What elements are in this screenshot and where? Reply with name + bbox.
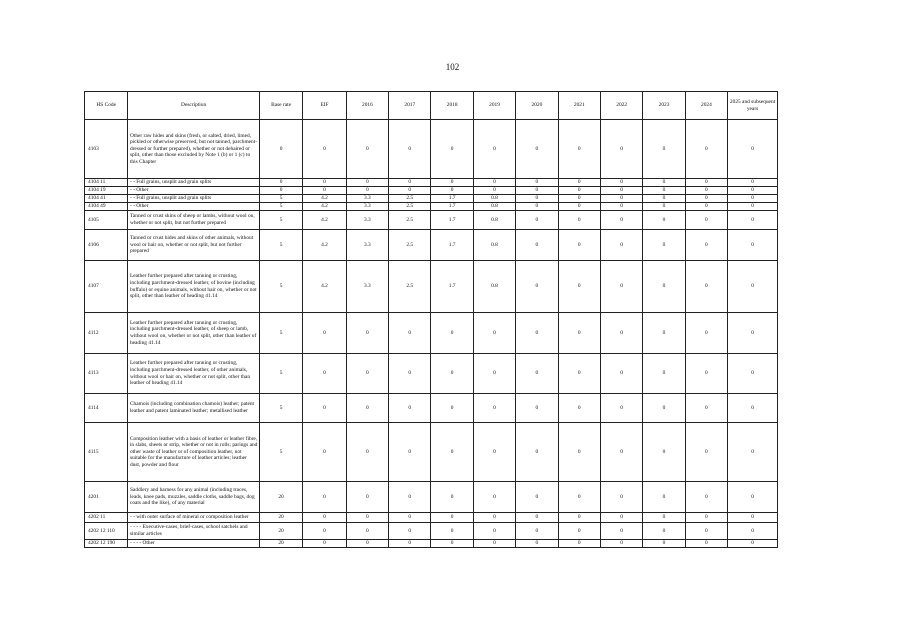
table-row [85,513,778,523]
rate-cell: 0 [728,482,778,513]
rate-cell: 0 [303,482,346,513]
table-row [85,394,778,423]
rate-cell: 0 [389,354,431,394]
rate-cell: 0 [558,179,600,187]
rate-cell: 4.2 [303,230,346,261]
rate-cell: 0 [600,261,642,313]
rate-cell: 0 [643,195,685,203]
rate-cell: 0 [431,313,473,354]
rate-cell: 0 [558,523,600,540]
rate-cell: 0 [600,513,642,523]
base-rate-cell: 5 [259,211,302,230]
rate-cell: 0 [600,120,642,179]
description-cell: Tanned or crust skins of sheep or lambs, without wool on, whether or not split, but not further prepared [128,211,259,230]
rate-cell: 0 [346,523,388,540]
rate-cell: 0 [473,540,515,548]
rate-cell: 0 [431,423,473,482]
rate-cell: 0 [389,513,431,523]
column-header: 2023 [643,92,685,120]
description-cell: - - with outer surface of mineral or composition leather [128,513,259,523]
rate-cell: 0 [389,313,431,354]
rate-cell: 0 [685,513,727,523]
rate-cell: 0 [728,120,778,179]
rate-cell: 0 [600,354,642,394]
rate-cell: 0 [303,120,346,179]
hs-code-cell: 4103 [85,120,128,179]
rate-cell: 0 [600,195,642,203]
rate-cell: 0 [431,120,473,179]
rate-cell: 0 [516,482,558,513]
rate-cell: 0 [643,354,685,394]
page-number: 102 [445,62,460,72]
description-cell: - - - - Executive-cases, brief-cases, school satchels and similar articles [128,523,259,540]
rate-cell: 0 [516,394,558,423]
rate-cell: 0 [346,513,388,523]
description-cell: - - Full grains, unsplit and grain splits [128,195,259,203]
rate-cell: 0 [389,179,431,187]
rate-cell: 0 [600,179,642,187]
rate-cell: 0 [516,211,558,230]
rate-cell: 0 [685,261,727,313]
rate-cell: 0 [685,482,727,513]
rate-cell: 0.8 [473,203,515,211]
rate-cell: 0 [558,423,600,482]
description-cell: - - Other [128,187,259,195]
rate-cell: 0 [389,423,431,482]
base-rate-cell: 0 [259,187,302,195]
rate-cell: 0 [431,540,473,548]
rate-cell: 0 [346,482,388,513]
hs-code-cell: 4104 19 [85,187,128,195]
rate-cell: 0 [643,120,685,179]
rate-cell: 4.2 [303,261,346,313]
rate-cell: 0 [303,394,346,423]
rate-cell: 0 [431,394,473,423]
rate-cell: 0 [600,187,642,195]
table-row [85,261,778,313]
rate-cell: 1.7 [431,230,473,261]
rate-cell: 3.3 [346,195,388,203]
description-cell: Saddlery and harness for any animal (including traces, leads, knee pads, muzzles, saddle cloths, saddle bags, dog coats and the like), of any material [128,482,259,513]
rate-cell: 0 [473,523,515,540]
rate-cell: 0 [728,523,778,540]
rate-cell: 0 [643,423,685,482]
rate-cell: 0 [431,513,473,523]
table-row [85,120,778,179]
hs-code-cell: 4113 [85,354,128,394]
hs-code-cell: 4104 41 [85,195,128,203]
rate-cell: 0 [728,513,778,523]
rate-cell: 0 [473,179,515,187]
rate-cell: 0 [728,203,778,211]
base-rate-cell: 0 [259,179,302,187]
rate-cell: 4.2 [303,203,346,211]
rate-cell: 0 [516,120,558,179]
tariff-schedule-table [84,91,778,548]
rate-cell: 0 [431,354,473,394]
table-row [85,187,778,195]
rate-cell: 0 [643,203,685,211]
base-rate-cell: 20 [259,482,302,513]
rate-cell: 0 [643,211,685,230]
description-cell: Chamois (including combination chamois) leather; patent leather and patent laminated leather; metallised leather [128,394,259,423]
table-row [85,482,778,513]
rate-cell: 0 [389,523,431,540]
rate-cell: 0 [431,179,473,187]
rate-cell: 0 [303,513,346,523]
rate-cell: 0 [516,195,558,203]
column-header: Description [128,92,259,120]
rate-cell: 0 [600,423,642,482]
rate-cell: 4.2 [303,195,346,203]
rate-cell: 0 [516,423,558,482]
hs-code-cell: 4104 11 [85,179,128,187]
rate-cell: 0.8 [473,261,515,313]
rate-cell: 3.3 [346,211,388,230]
rate-cell: 0 [600,394,642,423]
rate-cell: 0 [558,120,600,179]
table-row [85,313,778,354]
rate-cell: 0 [431,187,473,195]
rate-cell: 0 [728,540,778,548]
base-rate-cell: 5 [259,313,302,354]
rate-cell: 0 [558,540,600,548]
rate-cell: 0 [389,394,431,423]
rate-cell: 0 [558,211,600,230]
rate-cell: 0 [346,354,388,394]
rate-cell: 0.8 [473,195,515,203]
rate-cell: 0 [303,187,346,195]
rate-cell: 0 [558,513,600,523]
rate-cell: 0 [643,187,685,195]
rate-cell: 0 [516,179,558,187]
rate-cell: 0 [516,187,558,195]
rate-cell: 0 [558,195,600,203]
rate-cell: 0 [516,313,558,354]
rate-cell: 0 [728,423,778,482]
rate-cell: 0 [728,230,778,261]
rate-cell: 0 [728,354,778,394]
description-cell: Leather further prepared after tanning or crusting, including parchment-dressed leather, of other animals, without wool or hair on, whether or not split, other than leather of heading 41.14 [128,354,259,394]
column-header: 2020 [516,92,558,120]
rate-cell: 0 [346,187,388,195]
hs-code-cell: 4106 [85,230,128,261]
description-cell: Other raw hides and skins (fresh, or salted, dried, limed, pickled or otherwise preserved, but not tanned, parchment-dressed or further prepared), whether or not dehaired or split, other than those excluded by Note 1 (b) or 1 (c) to this Chapter [128,120,259,179]
table-row [85,354,778,394]
column-header: Base rate [259,92,302,120]
rate-cell: 0 [473,313,515,354]
rate-cell: 3.3 [346,203,388,211]
rate-cell: 0 [600,211,642,230]
hs-code-cell: 4107 [85,261,128,313]
base-rate-cell: 20 [259,523,302,540]
rate-cell: 0 [685,211,727,230]
rate-cell: 0.8 [473,211,515,230]
rate-cell: 2.5 [389,230,431,261]
column-header: 2019 [473,92,515,120]
rate-cell: 0 [685,523,727,540]
rate-cell: 0 [431,523,473,540]
rate-cell: 0.8 [473,230,515,261]
rate-cell: 0 [728,261,778,313]
rate-cell: 0 [303,540,346,548]
description-cell: Composition leather with a basis of leather or leather fibre, in slabs, sheets or strip, whether or not in rolls; parings and other waste of leather or of composition leather, not suitable for the manufacture of leather articles; leather dust, powder and flour [128,423,259,482]
rate-cell: 0 [389,120,431,179]
hs-code-cell: 4104 49 [85,203,128,211]
base-rate-cell: 5 [259,354,302,394]
hs-code-cell: 4105 [85,211,128,230]
column-header: 2021 [558,92,600,120]
rate-cell: 1.7 [431,261,473,313]
base-rate-cell: 5 [259,230,302,261]
rate-cell: 0 [685,354,727,394]
rate-cell: 0 [728,187,778,195]
description-cell: Tanned or crust hides and skins of other animals, without wool or hair on, whether or not split, but not further prepared [128,230,259,261]
rate-cell: 0 [303,423,346,482]
column-header: 2024 [685,92,727,120]
rate-cell: 0 [643,513,685,523]
rate-cell: 3.3 [346,261,388,313]
rate-cell: 0 [558,187,600,195]
hs-code-cell: 4202 12 110 [85,523,128,540]
rate-cell: 0 [516,354,558,394]
rate-cell: 4.2 [303,211,346,230]
hs-code-cell: 4115 [85,423,128,482]
rate-cell: 0 [473,423,515,482]
column-header: 2017 [389,92,431,120]
column-header: EIF [303,92,346,120]
rate-cell: 1.7 [431,211,473,230]
rate-cell: 0 [558,230,600,261]
column-header: 2016 [346,92,388,120]
rate-cell: 0 [303,354,346,394]
rate-cell: 0 [685,195,727,203]
column-header: HS Code [85,92,128,120]
rate-cell: 0 [600,482,642,513]
rate-cell: 2.5 [389,211,431,230]
rate-cell: 0 [685,187,727,195]
rate-cell: 0 [558,203,600,211]
hs-code-cell: 4202 12 190 [85,540,128,548]
table-body [85,120,778,548]
rate-cell: 0 [600,230,642,261]
base-rate-cell: 5 [259,423,302,482]
hs-code-cell: 4202 11 [85,513,128,523]
rate-cell: 0 [685,394,727,423]
rate-cell: 1.7 [431,195,473,203]
table-row [85,203,778,211]
rate-cell: 0 [600,523,642,540]
rate-cell: 0 [558,394,600,423]
rate-cell: 0 [346,120,388,179]
rate-cell: 0 [643,394,685,423]
table-row [85,540,778,548]
rate-cell: 0 [516,513,558,523]
rate-cell: 0 [643,179,685,187]
rate-cell: 0 [728,179,778,187]
rate-cell: 0 [685,230,727,261]
rate-cell: 0 [685,179,727,187]
rate-cell: 0 [685,540,727,548]
base-rate-cell: 0 [259,120,302,179]
description-cell: - - Full grains, unsplit and grain splits [128,179,259,187]
rate-cell: 0 [516,261,558,313]
rate-cell: 0 [516,203,558,211]
column-header: 2025 and subsequent years [728,92,778,120]
rate-cell: 3.3 [346,230,388,261]
rate-cell: 0 [346,394,388,423]
rate-cell: 0 [346,179,388,187]
rate-cell: 0 [346,540,388,548]
rate-cell: 1.7 [431,203,473,211]
table-row [85,423,778,482]
rate-cell: 0 [516,523,558,540]
rate-cell: 0 [303,313,346,354]
rate-cell: 0 [728,195,778,203]
rate-cell: 0 [558,313,600,354]
rate-cell: 0 [558,261,600,313]
rate-cell: 0 [643,523,685,540]
rate-cell: 0 [346,313,388,354]
rate-cell: 0 [303,523,346,540]
base-rate-cell: 5 [259,261,302,313]
rate-cell: 0 [728,394,778,423]
rate-cell: 0 [389,187,431,195]
rate-cell: 0 [389,540,431,548]
column-header: 2018 [431,92,473,120]
rate-cell: 0 [643,482,685,513]
rate-cell: 0 [600,203,642,211]
base-rate-cell: 5 [259,195,302,203]
rate-cell: 0 [473,354,515,394]
rate-cell: 0 [473,482,515,513]
base-rate-cell: 5 [259,394,302,423]
rate-cell: 0 [516,230,558,261]
column-header: 2022 [600,92,642,120]
rate-cell: 0 [389,482,431,513]
base-rate-cell: 20 [259,513,302,523]
rate-cell: 0 [728,211,778,230]
description-cell: Leather further prepared after tanning or crusting, including parchment-dressed leather, of sheep or lamb, without wool on, whether or not split, other than leather of heading 41.14 [128,313,259,354]
table-row [85,195,778,203]
rate-cell: 0 [473,187,515,195]
rate-cell: 0 [643,230,685,261]
table-row [85,179,778,187]
table-row [85,230,778,261]
rate-cell: 2.5 [389,195,431,203]
rate-cell: 0 [558,354,600,394]
rate-cell: 0 [431,482,473,513]
base-rate-cell: 5 [259,203,302,211]
table-row [85,523,778,540]
table-row [85,211,778,230]
hs-code-cell: 4201 [85,482,128,513]
base-rate-cell: 20 [259,540,302,548]
description-cell: Leather further prepared after tanning or crusting, including parchment-dressed leather, of bovine (including buffalo) or equine animals, without hair on, whether or not split, other than leather of heading 41.14 [128,261,259,313]
rate-cell: 0 [558,482,600,513]
rate-cell: 0 [685,313,727,354]
rate-cell: 2.5 [389,261,431,313]
rate-cell: 0 [303,179,346,187]
description-cell: - - - - Other [128,540,259,548]
rate-cell: 0 [473,513,515,523]
rate-cell: 0 [643,540,685,548]
hs-code-cell: 4114 [85,394,128,423]
rate-cell: 0 [685,203,727,211]
rate-cell: 0 [685,423,727,482]
description-cell: - - Other [128,203,259,211]
rate-cell: 0 [473,120,515,179]
rate-cell: 2.5 [389,203,431,211]
rate-cell: 0 [600,313,642,354]
rate-cell: 0 [473,394,515,423]
hs-code-cell: 4112 [85,313,128,354]
rate-cell: 0 [685,120,727,179]
rate-cell: 0 [728,313,778,354]
rate-cell: 0 [643,261,685,313]
rate-cell: 0 [600,540,642,548]
header-row [85,92,778,120]
rate-cell: 0 [643,313,685,354]
rate-cell: 0 [346,423,388,482]
rate-cell: 0 [516,540,558,548]
